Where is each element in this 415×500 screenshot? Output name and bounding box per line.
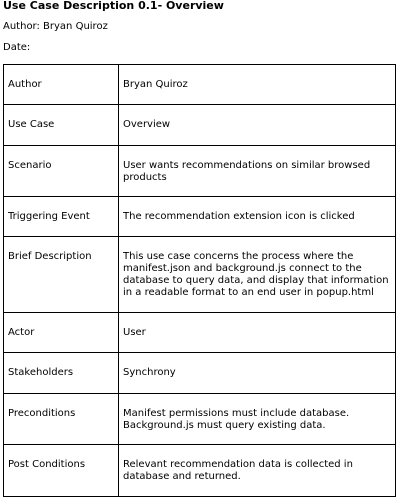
author-line: Author: Bryan Quiroz — [3, 21, 108, 32]
table-row-post-conditions — [4, 445, 396, 497]
table-row-stakeholders — [4, 353, 396, 394]
row-label: Scenario — [4, 146, 119, 197]
row-value: This use case concerns the process where the manifest.json and background.js connect to the database to query data, and display that information in a readable format to an end user in popup.html — [119, 237, 396, 313]
date-line: Date: — [3, 42, 31, 53]
row-label: Brief Description — [4, 237, 119, 313]
table-row-preconditions — [4, 394, 396, 445]
row-label: Actor — [4, 313, 119, 353]
table-row-scenario — [4, 146, 396, 197]
row-value: Overview — [119, 105, 396, 146]
document-title: Use Case Description 0.1- Overview — [3, 0, 224, 12]
row-value: Manifest permissions must include database. Background.js must query existing data. — [119, 394, 396, 445]
row-value: Relevant recommendation data is collected in database and returned. — [119, 445, 396, 497]
row-label: Author — [4, 65, 119, 105]
row-label: Use Case — [4, 105, 119, 146]
row-value: Synchrony — [119, 353, 396, 394]
row-label: Stakeholders — [4, 353, 119, 394]
table-row-triggering-event — [4, 197, 396, 237]
row-value: The recommendation extension icon is clicked — [119, 197, 396, 237]
row-value: User — [119, 313, 396, 353]
row-label: Preconditions — [4, 394, 119, 445]
use-case-table — [3, 64, 396, 497]
table-row-brief-description — [4, 237, 396, 313]
table-row-author — [4, 65, 396, 105]
row-value: Bryan Quiroz — [119, 65, 396, 105]
row-label: Post Conditions — [4, 445, 119, 497]
table-row-use-case — [4, 105, 396, 146]
row-label: Triggering Event — [4, 197, 119, 237]
table-row-actor — [4, 313, 396, 353]
row-value: User wants recommendations on similar browsed products — [119, 146, 396, 197]
